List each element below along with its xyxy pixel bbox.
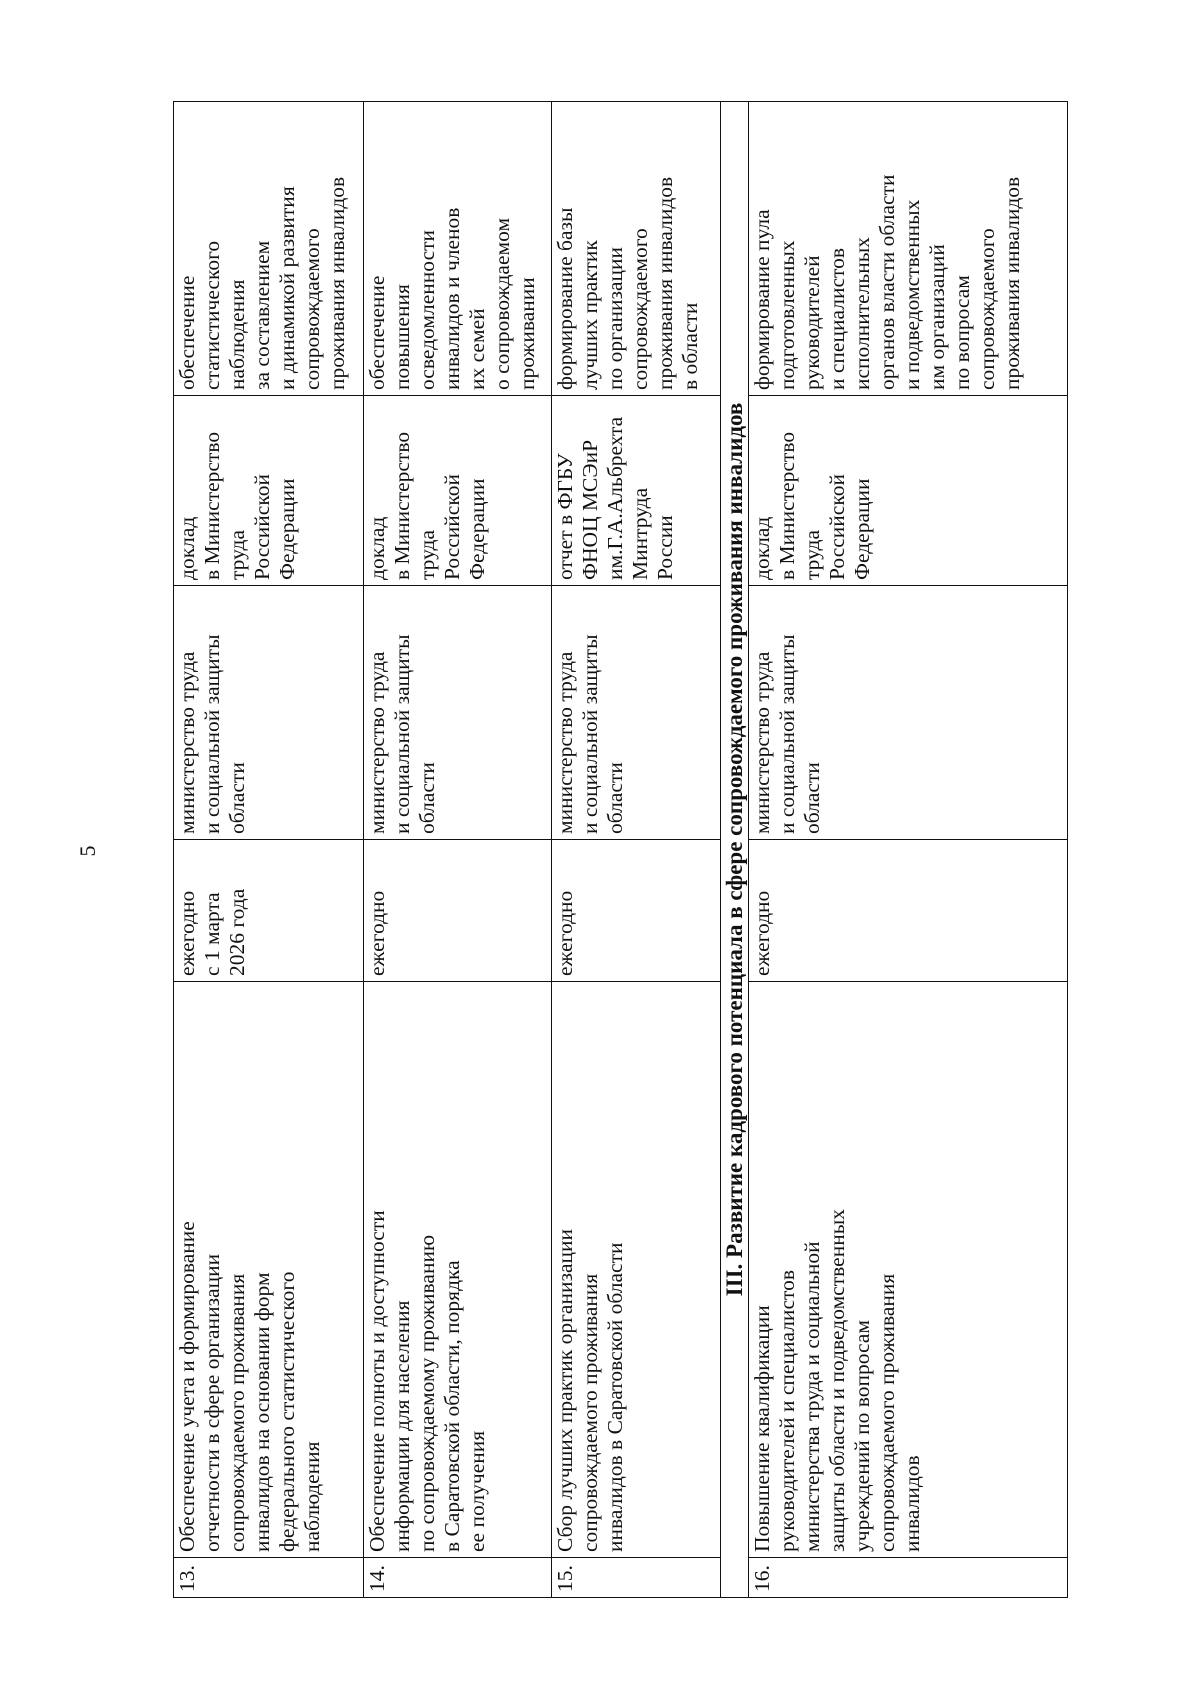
completion-form-cell: доклад в Министерство труда Российской Федерации bbox=[174, 396, 364, 586]
table-row bbox=[364, 102, 552, 1598]
expected-result-cell: обеспечение статистического наблюдения за составлением и динамикой развития сопровождаемого проживания инвалидов bbox=[174, 102, 364, 396]
activity-name-cell: Обеспечение учета и формирование отчетности в сфере организации сопровождаемого проживания инвалидов на основании форм федерального статистического наблюдения bbox=[174, 982, 364, 1558]
activity-name-cell: Повышение квалификации руководителей и специалистов министерства труда и социальной защиты области и подведомственных учреждений по вопросам сопровождаемого проживания инвалидов bbox=[749, 982, 1068, 1558]
completion-form-cell: отчет в ФГБУ ФНОЦ МСЭиР им.Г.А.Альбрехта Минтруда России bbox=[552, 396, 721, 586]
row-number-cell: 13. bbox=[174, 1558, 364, 1598]
expected-result-cell: формирование пула подготовленных руководителей и специалистов исполнительных органов власти области и подведомственных им организаций по вопросам сопровождаемого проживания инвалидов bbox=[749, 102, 1068, 396]
table-row bbox=[174, 102, 364, 1598]
page-number: 5 bbox=[75, 845, 100, 857]
term-cell: ежегодно bbox=[749, 840, 1068, 982]
table-row bbox=[749, 102, 1068, 1598]
activity-name-cell: Обеспечение полноты и доступности информации для населения по сопровождаемому проживанию в Саратовской области, порядка ее получения bbox=[364, 982, 552, 1558]
rotated-table-container bbox=[173, 102, 1068, 1598]
completion-form-cell: доклад в Министерство труда Российской Федерации bbox=[364, 396, 552, 586]
row-number-cell: 15. bbox=[552, 1558, 721, 1598]
row-number-cell: 14. bbox=[364, 1558, 552, 1598]
executor-cell: министерство труда и социальной защиты области bbox=[552, 586, 721, 840]
section-heading-row bbox=[721, 102, 749, 1598]
executor-cell: министерство труда и социальной защиты области bbox=[364, 586, 552, 840]
section-heading: III. Развитие кадрового потенциала в сфере сопровождаемого проживания инвалидов bbox=[721, 102, 749, 1598]
executor-cell: министерство труда и социальной защиты области bbox=[749, 586, 1068, 840]
term-cell: ежегодно с 1 марта 2026 года bbox=[174, 840, 364, 982]
row-number-cell: 16. bbox=[749, 1558, 1068, 1598]
executor-cell: министерство труда и социальной защиты области bbox=[174, 586, 364, 840]
term-cell: ежегодно bbox=[364, 840, 552, 982]
expected-result-cell: формирование базы лучших практик по организации сопровождаемого проживания инвалидов в области bbox=[552, 102, 721, 396]
activity-plan-table bbox=[173, 101, 1068, 1598]
completion-form-cell: доклад в Министерство труда Российской Федерации bbox=[749, 396, 1068, 586]
table-row bbox=[552, 102, 721, 1598]
expected-result-cell: обеспечение повышения осведомленности инвалидов и членов их семей о сопровождаемом проживании bbox=[364, 102, 552, 396]
term-cell: ежегодно bbox=[552, 840, 721, 982]
activity-name-cell: Сбор лучших практик организации сопровождаемого проживания инвалидов в Саратовской области bbox=[552, 982, 721, 1558]
